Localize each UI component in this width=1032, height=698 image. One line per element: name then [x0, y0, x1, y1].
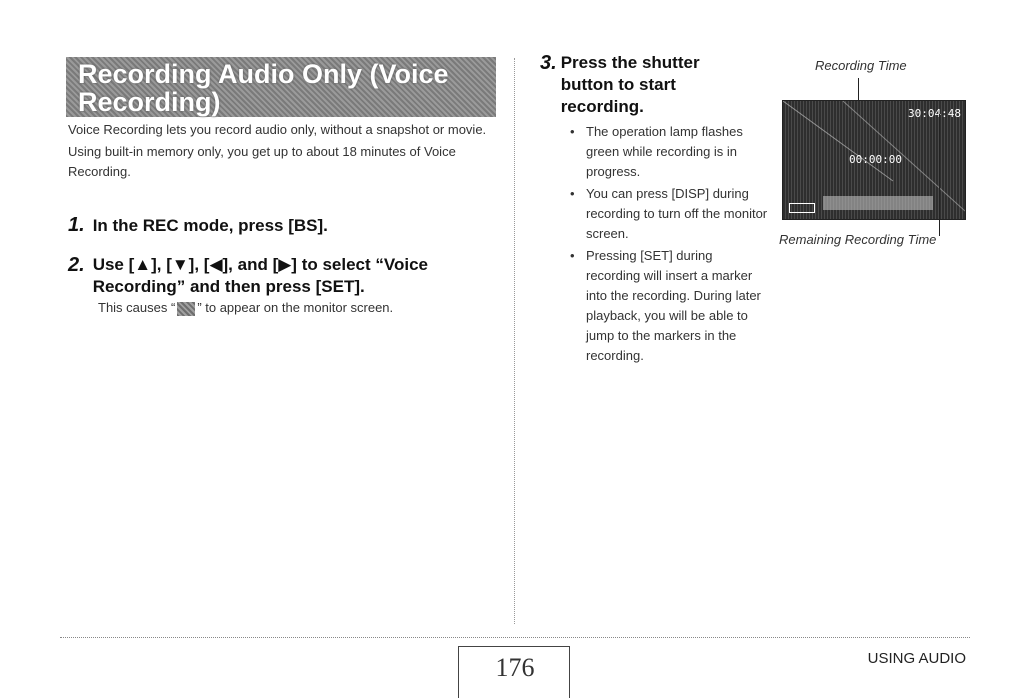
step-3-text: Press the shutter button to start recording.: [560, 53, 700, 116]
bullet-item: • Pressing [SET] during recording will insert a marker into the recording. During later playback, you will be able to jump to the markers in the recording.: [568, 246, 768, 366]
pointer-line-remaining-time: [939, 114, 940, 236]
section-title: [66, 57, 496, 117]
step-1-number: 1.: [68, 214, 85, 236]
bullet-item: • You can press [DISP] during recording to turn off the monitor screen.: [568, 184, 768, 244]
step-3-bullets: [568, 122, 768, 368]
intro-paragraph-2: Using built-in memory only, you get up to about 18 minutes of Voice Recording.: [68, 144, 456, 179]
battery-icon: [789, 203, 815, 213]
footer-section-label: USING AUDIO: [867, 650, 966, 667]
step-2-note-after: ” to appear on the monitor screen.: [197, 300, 394, 315]
intro-text: [68, 120, 488, 184]
step-2-note-before: This causes “: [98, 300, 176, 315]
caption-remaining-recording-time: Remaining Recording Time: [779, 232, 937, 247]
step-3: [540, 52, 770, 118]
section-title-line1: Recording Audio Only (Voice: [78, 59, 449, 89]
page-number: 176: [495, 653, 535, 682]
voice-recording-icon: [177, 302, 195, 316]
intro-paragraph-1: Voice Recording lets you record audio only, without a snapshot or movie.: [68, 122, 487, 137]
remaining-time-readout: 30:04:48: [908, 107, 961, 120]
step-2: [68, 254, 498, 298]
step-3-number: 3.: [540, 52, 557, 74]
step-2-number: 2.: [68, 254, 85, 276]
footer-rule: [60, 637, 970, 638]
column-divider: [514, 58, 515, 624]
step-2-text: Use [▲], [▼], [◀], and [▶] to select “Voice Recording” and then press [SET].: [92, 255, 428, 296]
bullet-item: • The operation lamp flashes green while recording is in progress.: [568, 122, 768, 182]
caption-recording-time: Recording Time: [815, 58, 907, 73]
page-number-box: [458, 646, 570, 698]
recording-time-readout: 00:00:00: [849, 153, 902, 166]
step-2-note: [98, 300, 393, 316]
step-1: [68, 214, 328, 237]
step-1-text: In the REC mode, press [BS].: [92, 216, 328, 235]
section-title-line2: Recording): [78, 87, 221, 117]
